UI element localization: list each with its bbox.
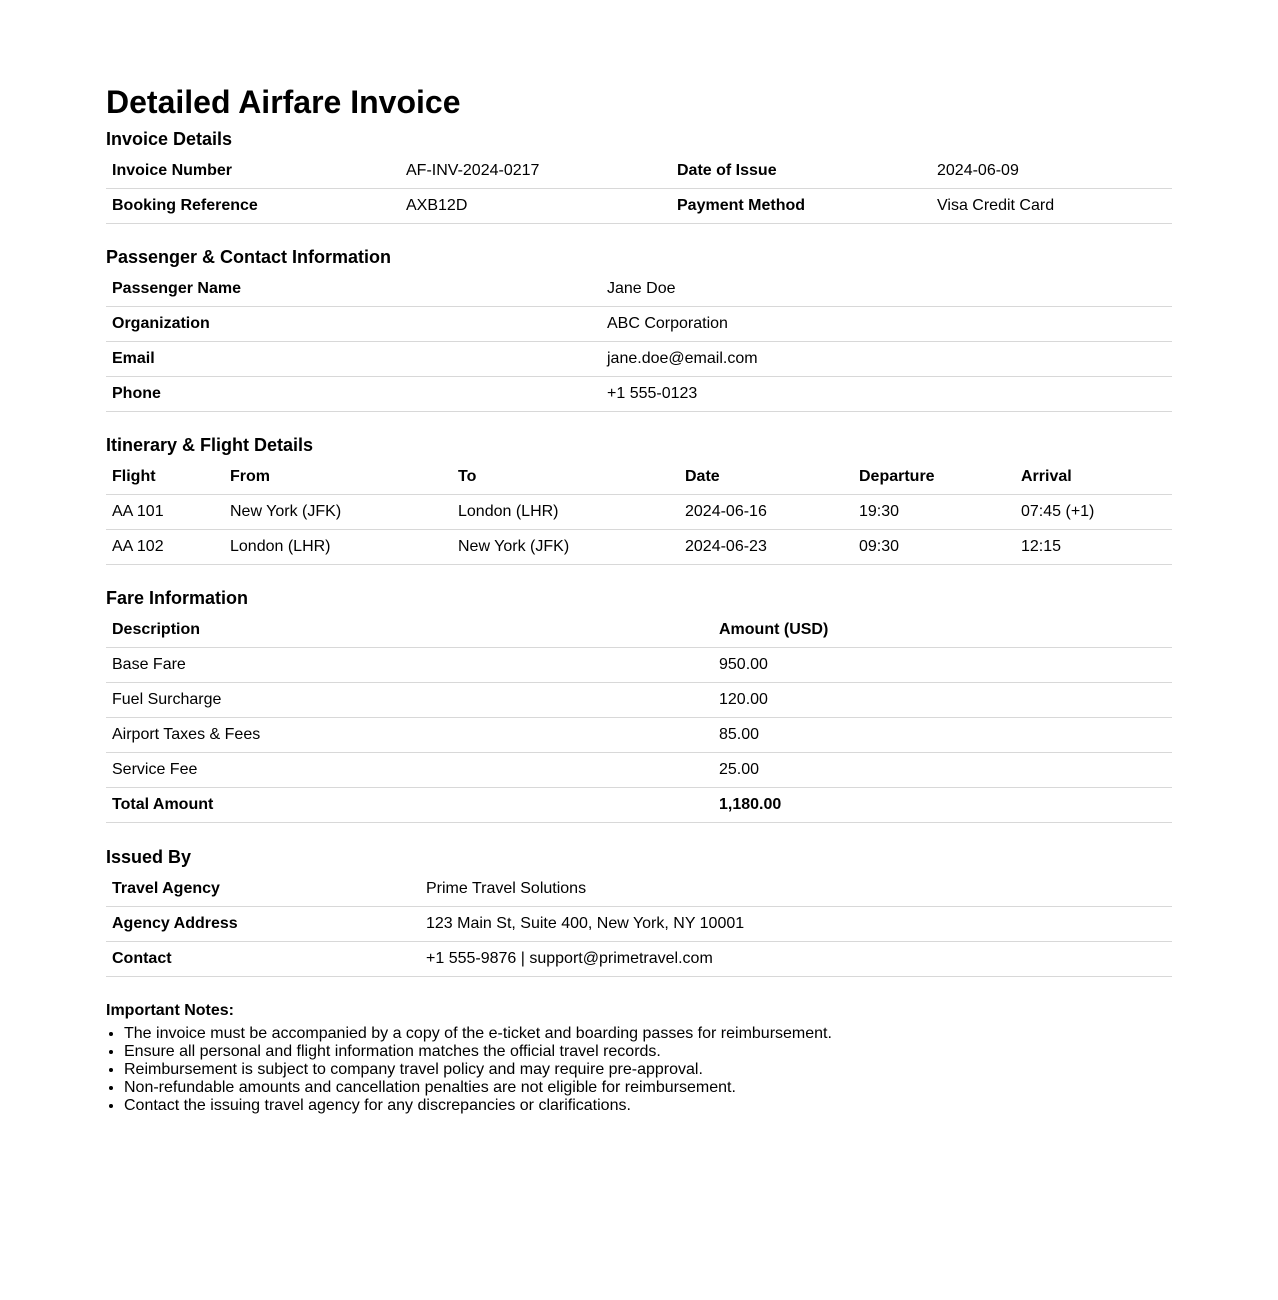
column-header-date: Date [679, 460, 853, 495]
table-row [106, 154, 1172, 189]
invoice-details-heading: Invoice Details [106, 129, 233, 149]
column-header-arrival: Arrival [1015, 460, 1172, 495]
agency-address-value: 123 Main St, Suite 400, New York, NY 10001 [420, 907, 1172, 942]
table-row [106, 377, 1172, 412]
table-row [106, 718, 1172, 753]
email-value: jane.doe@email.com [601, 342, 1172, 377]
list-item: • Non-refundable amounts and cancellation penalties are not eligible for reimbursement. [124, 1079, 1172, 1097]
column-header-flight: Flight [106, 460, 224, 495]
booking-reference-value: AXB12D [400, 189, 671, 224]
organization-value: ABC Corporation [601, 307, 1172, 342]
fare-table [106, 613, 1172, 823]
fare-amount: 950.00 [713, 648, 1172, 683]
date-of-issue-label: Date of Issue [671, 154, 931, 189]
email-label: Email [106, 342, 601, 377]
column-header-departure: Departure [853, 460, 1015, 495]
table-row [106, 189, 1172, 224]
table-row [106, 907, 1172, 942]
fare-description: Fuel Surcharge [106, 683, 713, 718]
page-title: Detailed Airfare Invoice [106, 84, 461, 120]
issued-by-heading: Issued By [106, 847, 192, 867]
organization-label: Organization [106, 307, 601, 342]
itinerary-heading: Itinerary & Flight Details [106, 435, 314, 455]
booking-reference-label: Booking Reference [106, 189, 400, 224]
notes-list [106, 1025, 1172, 1115]
total-amount-label: Total Amount [106, 788, 713, 823]
departure-cell: 19:30 [853, 495, 1015, 530]
column-header-description: Description [106, 613, 713, 648]
table-row [106, 872, 1172, 907]
table-row [106, 307, 1172, 342]
passenger-heading: Passenger & Contact Information [106, 247, 392, 267]
date-of-issue-value: 2024-06-09 [931, 154, 1172, 189]
travel-agency-label: Travel Agency [106, 872, 420, 907]
arrival-cell: 12:15 [1015, 530, 1172, 565]
flight-cell: AA 102 [106, 530, 224, 565]
payment-method-label: Payment Method [671, 189, 931, 224]
phone-value: +1 555-0123 [601, 377, 1172, 412]
list-item: • The invoice must be accompanied by a copy of the e-ticket and boarding passes for reimbursement. [124, 1025, 1172, 1043]
invoice-number-value: AF-INV-2024-0217 [400, 154, 671, 189]
fare-amount: 85.00 [713, 718, 1172, 753]
table-row [106, 648, 1172, 683]
invoice-page [106, 84, 1172, 1115]
total-row [106, 788, 1172, 823]
fare-description: Airport Taxes & Fees [106, 718, 713, 753]
payment-method-value: Visa Credit Card [931, 189, 1172, 224]
list-item: • Contact the issuing travel agency for any discrepancies or clarifications. [124, 1097, 1172, 1115]
to-cell: London (LHR) [452, 495, 679, 530]
table-row [106, 530, 1172, 565]
passenger-name-value: Jane Doe [601, 272, 1172, 307]
table-row [106, 272, 1172, 307]
fare-description: Service Fee [106, 753, 713, 788]
column-header-amount: Amount (USD) [713, 613, 1172, 648]
list-item: • Ensure all personal and flight information matches the official travel records. [124, 1043, 1172, 1061]
column-header-to: To [452, 460, 679, 495]
important-notes [106, 1001, 1172, 1115]
total-amount-value: 1,180.00 [713, 788, 1172, 823]
table-header-row [106, 613, 1172, 648]
passenger-table [106, 272, 1172, 412]
table-row [106, 942, 1172, 977]
column-header-from: From [224, 460, 452, 495]
contact-label: Contact [106, 942, 420, 977]
from-cell: New York (JFK) [224, 495, 452, 530]
table-row [106, 753, 1172, 788]
table-row [106, 342, 1172, 377]
contact-value: +1 555-9876 | support@primetravel.com [420, 942, 1172, 977]
table-row [106, 495, 1172, 530]
itinerary-table [106, 460, 1172, 565]
departure-cell: 09:30 [853, 530, 1015, 565]
to-cell: New York (JFK) [452, 530, 679, 565]
notes-title: Important Notes: [106, 1002, 234, 1019]
agency-address-label: Agency Address [106, 907, 420, 942]
list-item: • Reimbursement is subject to company travel policy and may require pre-approval. [124, 1061, 1172, 1079]
table-row [106, 683, 1172, 718]
flight-cell: AA 101 [106, 495, 224, 530]
arrival-cell: 07:45 (+1) [1015, 495, 1172, 530]
fare-description: Base Fare [106, 648, 713, 683]
fare-heading: Fare Information [106, 588, 249, 608]
travel-agency-value: Prime Travel Solutions [420, 872, 1172, 907]
passenger-name-label: Passenger Name [106, 272, 601, 307]
from-cell: London (LHR) [224, 530, 452, 565]
invoice-number-label: Invoice Number [106, 154, 400, 189]
issuer-table [106, 872, 1172, 977]
table-header-row [106, 460, 1172, 495]
phone-label: Phone [106, 377, 601, 412]
date-cell: 2024-06-23 [679, 530, 853, 565]
fare-amount: 120.00 [713, 683, 1172, 718]
fare-amount: 25.00 [713, 753, 1172, 788]
invoice-details-table [106, 154, 1172, 224]
date-cell: 2024-06-16 [679, 495, 853, 530]
